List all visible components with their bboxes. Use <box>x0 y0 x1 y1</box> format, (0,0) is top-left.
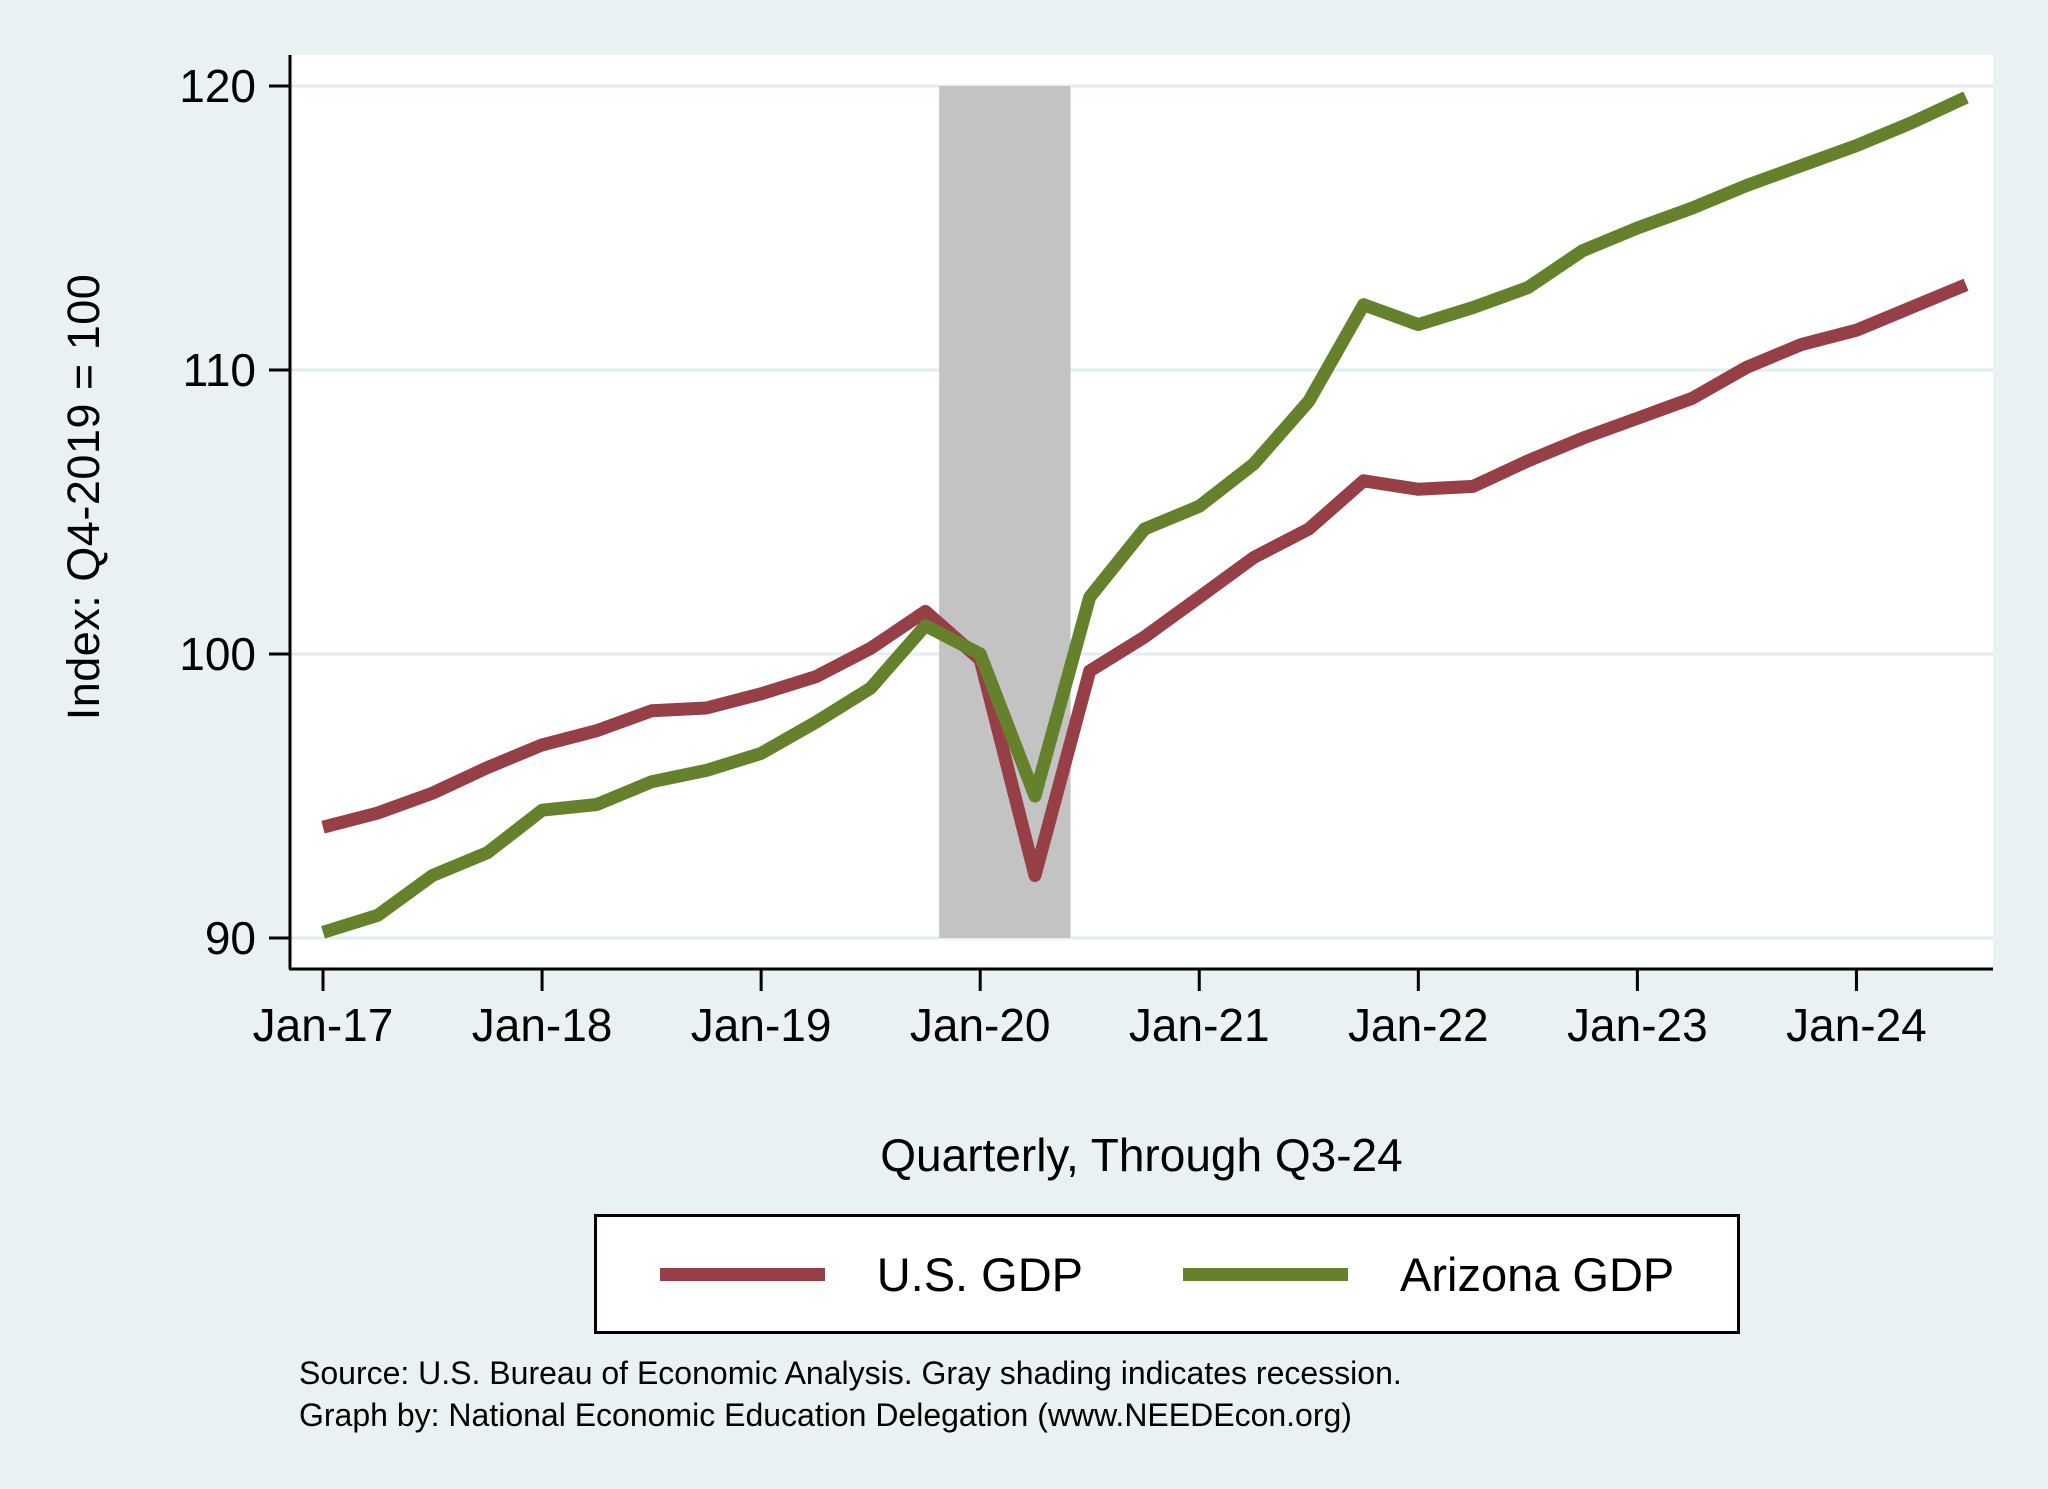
arizona-gdp-line-swatch <box>1183 1268 1348 1281</box>
x-tick-label: Jan-24 <box>1786 999 1927 1051</box>
x-tick-label: Jan-22 <box>1347 999 1489 1051</box>
x-tick-label: Jan-18 <box>471 999 613 1051</box>
legend-label-us: U.S. GDP <box>876 1247 1084 1301</box>
source-line-2: Graph by: National Economic Education Delegation (www.NEEDEcon.org) <box>299 1397 1352 1433</box>
y-tick-label: 110 <box>182 344 256 396</box>
legend-label-arizona: Arizona GDP <box>1400 1247 1675 1301</box>
y-tick-label: 90 <box>204 912 256 964</box>
x-axis-title: Quarterly, Through Q3-24 <box>880 1129 1403 1181</box>
y-axis-title: Index: Q4-2019 = 100 <box>58 273 109 721</box>
x-tick-label: Jan-20 <box>909 999 1051 1051</box>
source-line-1: Source: U.S. Bureau of Economic Analysis. Gray shading indicates recession. <box>299 1355 1402 1391</box>
y-tick-label: 100 <box>179 628 256 680</box>
legend <box>594 1214 1740 1334</box>
x-tick-label: Jan-21 <box>1128 999 1270 1051</box>
x-tick-label: Jan-17 <box>252 999 394 1051</box>
x-tick-label: Jan-19 <box>690 999 832 1051</box>
legend-entry-us <box>660 1247 1083 1302</box>
source-note <box>299 1352 1402 1436</box>
y-tick-label: 120 <box>179 60 256 112</box>
x-tick-label: Jan-23 <box>1567 999 1708 1051</box>
us-gdp-line-swatch <box>660 1268 825 1281</box>
legend-entry-arizona <box>1183 1247 1674 1302</box>
